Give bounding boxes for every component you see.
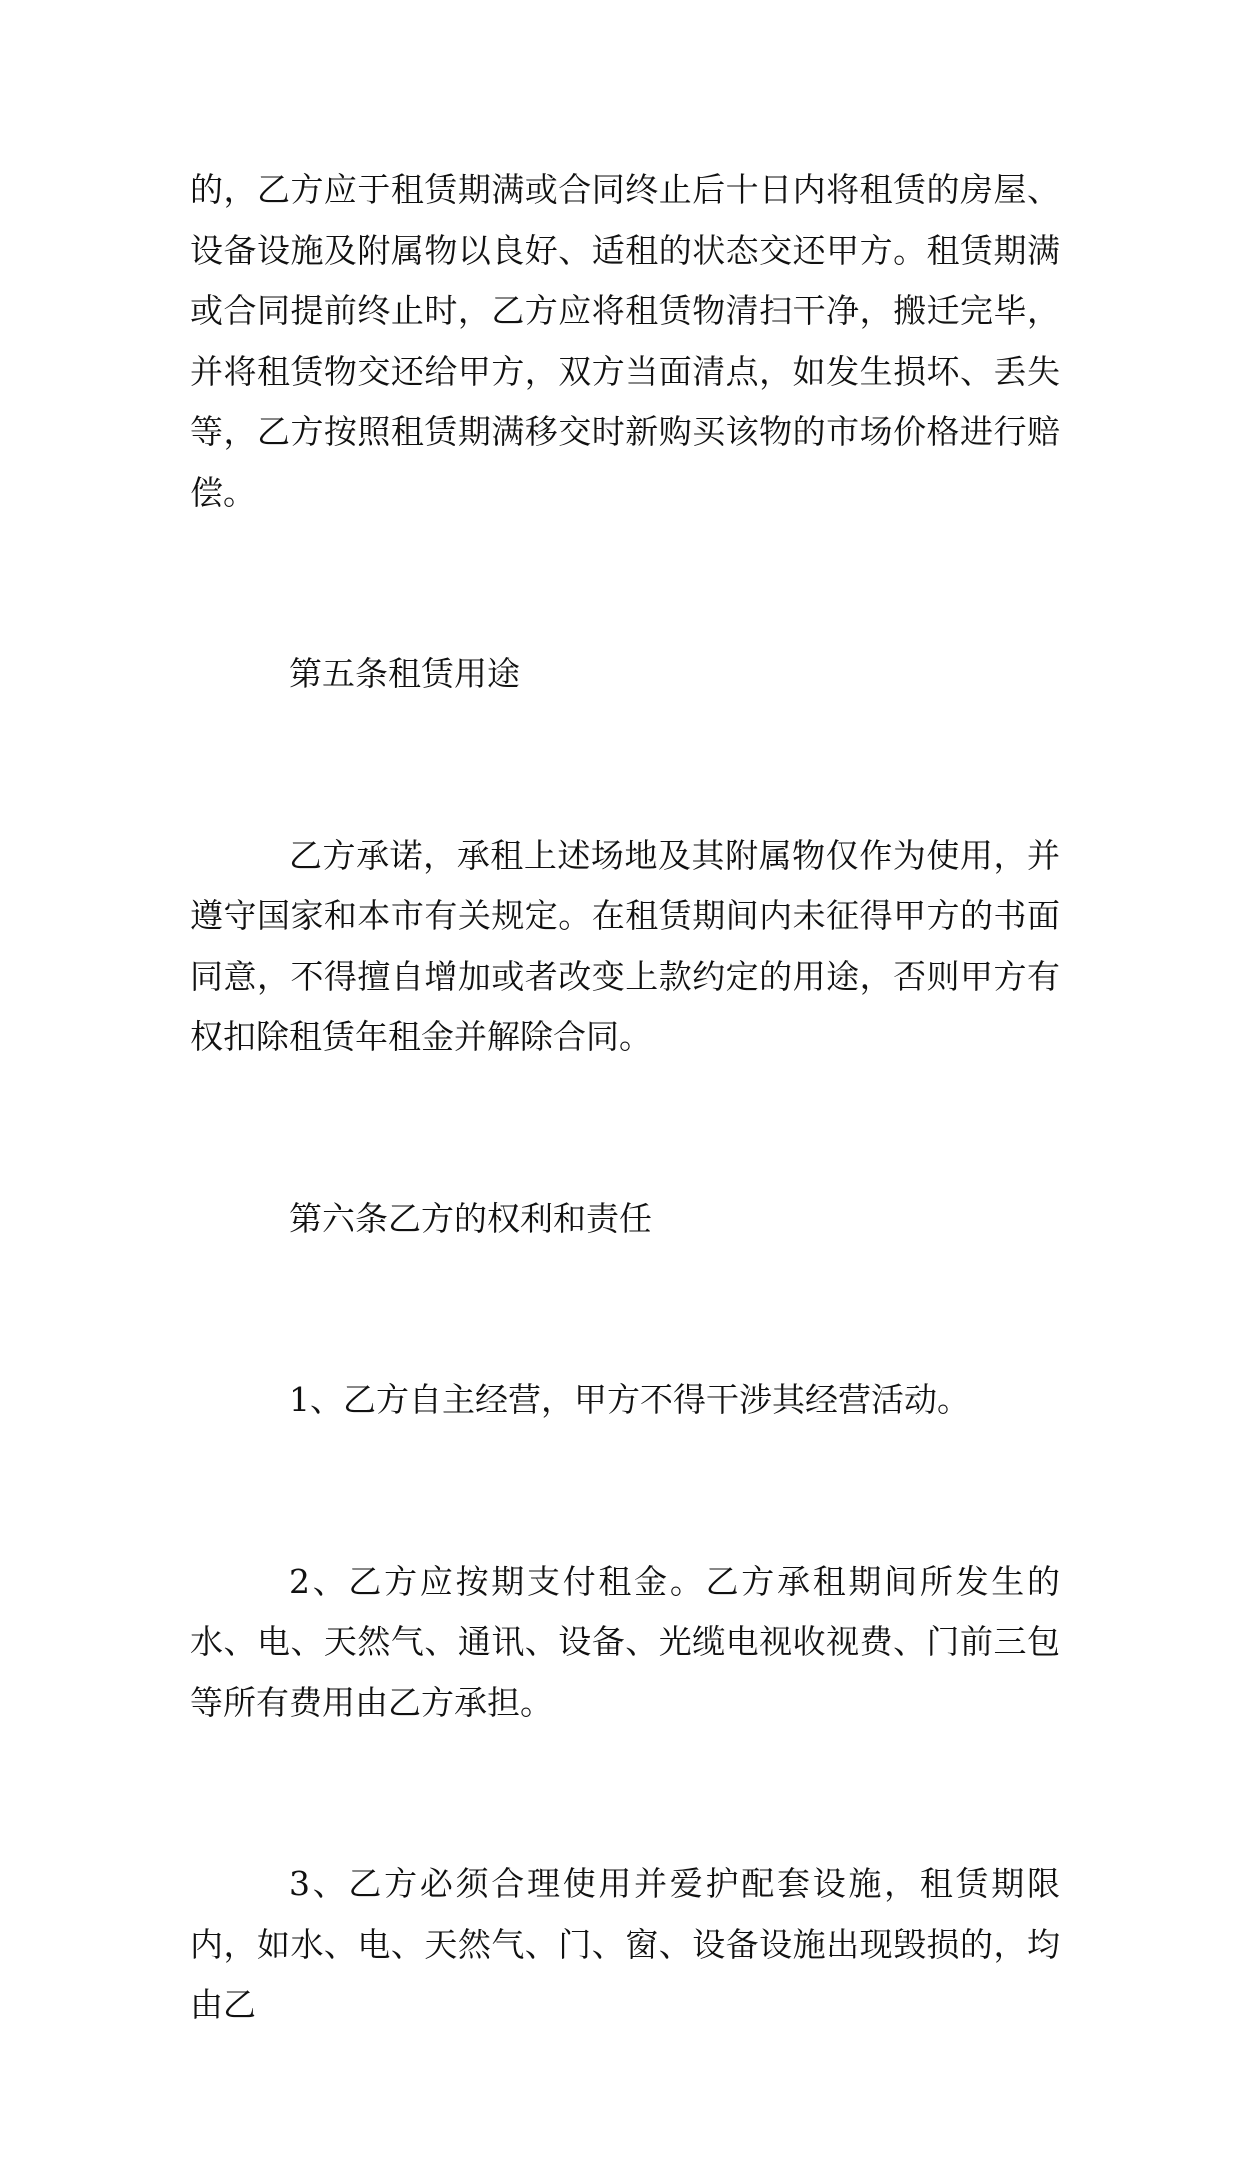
clause-6-2: 2、乙方应按期支付租金。乙方承租期间所发生的水、电、天然气、通讯、设备、光缆电视收视费、门前三包等所有费用由乙方承担。 bbox=[190, 1561, 1060, 1722]
paragraph-return-of-premises: 的，乙方应于租赁期满或合同终止后十日内将租赁的房屋、设备设施及附属物以良好、适租的状态交还甲方。租赁期满或合同提前终止时，乙方应将租赁物清扫干净，搬迁完毕，并将租赁物交还给甲方，双方当面清点，如发生损坏、丢失等，乙方按照租赁期满移交时新购买该物的市场价格进行赔偿。 bbox=[190, 170, 1060, 512]
article-5-heading: 第五条租赁用途 bbox=[289, 654, 520, 693]
paragraph-lease-purpose: 乙方承诺，承租上述场地及其附属物仅作为使用，并遵守国家和本市有关规定。在租赁期间内未征得甲方的书面同意，不得擅自增加或者改变上款约定的用途，否则甲方有权扣除租赁年租金并解除合同。 bbox=[190, 835, 1060, 1056]
document-body bbox=[190, 160, 1060, 2157]
article-6-heading: 第六条乙方的权利和责任 bbox=[289, 1198, 652, 1238]
clause-6-3: 3、乙方必须合理使用并爱护配套设施，租赁期限内，如水、电、天然气、门、窗、设备设施出现毁损的，均由乙 bbox=[190, 1864, 1060, 2024]
clause-6-1: 1、乙方自主经营，甲方不得干涉其经营活动。 bbox=[289, 1380, 970, 1419]
